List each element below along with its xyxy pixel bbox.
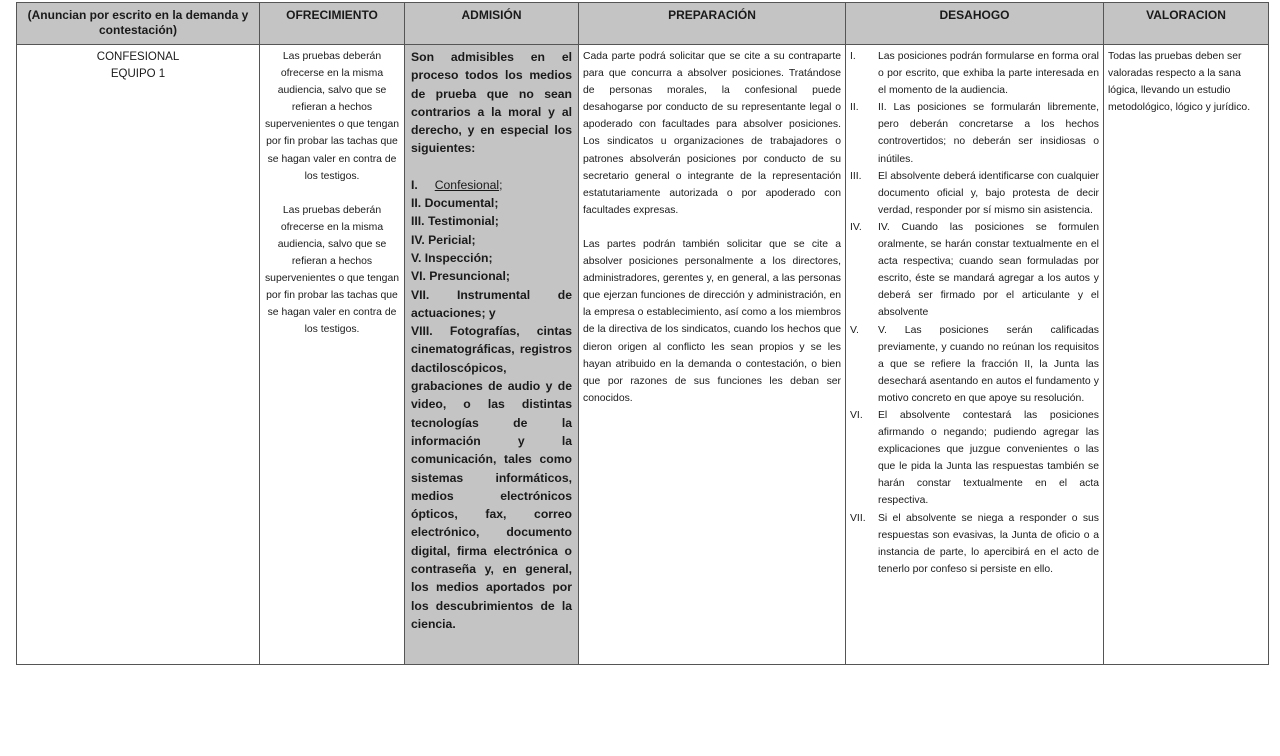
admision-item: VIII. Fotografías, cintas cinematográficas, registros dactiloscópicos, grabaciones de audio y de video, o las distintas tecnologías de la información y la comunicación, tales como sistemas informáticos, medios electrónicos ópticos, fax, correo electrónico, documento digital, firma electrónica o contraseña y, en general, los medios aportados por los descubrimientos de la ciencia.: [411, 324, 572, 631]
desahogo-item: IV. IV. Cuando las posiciones se formulen oralmente, se harán constar textualmente en el acta respectiva; cuando sean formuladas por escrito, éste se mandará agregar a los autos y deberá ser firmado por el articulante y el absolvente: [850, 221, 1099, 319]
ofrecimiento-paragraph: Las pruebas deberán ofrecerse en la misma audiencia, salvo que se refieran a hechos supervenientes o que tengan por fin probar las tachas que se hagan valer en contra de los testigos.: [264, 51, 400, 182]
desahogo-item: II. II. Las posiciones se formularán libremente, pero deberán concretarse a los hechos controvertidos; no deberán ser insidiosas o inútiles.: [850, 102, 1099, 165]
header-desahogo: DESAHOGO: [846, 3, 1104, 45]
admision-cell: [405, 45, 579, 665]
admision-item: I. Confesional;: [411, 177, 503, 192]
prueba-title: CONFESIONAL: [96, 51, 180, 63]
pruebas-table: [16, 2, 1269, 665]
preparacion-paragraph: Cada parte podrá solicitar que se cite a su contraparte para que concurra a absolver posiciones. Tratándose de personas morales, la confesional puede desahogarse por conducto de su representante legal o apoderado con facultades para absolver posiciones. Los sindicatos u organizaciones de trabajadores o patrones absolverán posiciones por conducto de su secretario general o integrante de la representación estatutariamente autorizada o por apoderado con facultades expresas.: [583, 51, 841, 216]
valoracion-cell: [1104, 45, 1269, 665]
prueba-cell: [17, 45, 260, 665]
desahogo-list: [846, 48, 1099, 578]
valoracion-text: Todas las pruebas deben ser valoradas respecto a la sana lógica, llevando un estudio metodológico, lógico y jurídico.: [1108, 51, 1251, 114]
admision-item: VI. Presuncional;: [411, 269, 510, 284]
desahogo-item: VII. Si el absolvente se niega a responder o sus respuestas son evasivas, la Junta de oficio o a instancia de parte, lo apercibirá en el acto de tenerlo por confeso si persiste en ello.: [850, 512, 1099, 575]
preparacion-paragraph: Las partes podrán también solicitar que se cite a absolver posiciones personalmente a los directores, administradores, gerentes y, en general, a las personas que ejerzan funciones de dirección y administración, en la empresa o establecimiento, así como a los miembros de la directiva de los sindicatos, cuando los hechos que dieron origen al conflicto les sean propios y se les hayan atribuido en la demanda o contestación, o bien que por razones de sus funciones les deban ser conocidos.: [583, 238, 841, 404]
preparacion-cell: [579, 45, 846, 665]
desahogo-item: VI. El absolvente contestará las posiciones afirmando o negando; pudiendo agregar las explicaciones que juzgue convenientes o las que le pida la Junta las respuestas también se harán constar textualmente en el acta respectiva.: [850, 409, 1099, 507]
desahogo-item: I. Las posiciones podrán formularse en forma oral o por escrito, que exhiba la parte interesada en el momento de la audiencia.: [850, 51, 1099, 97]
header-row: [17, 3, 1269, 45]
header-preparacion: PREPARACIÓN: [579, 3, 846, 45]
admision-item: VII. Instrumental de actuaciones; y: [411, 287, 572, 320]
table-row: [17, 45, 1269, 665]
desahogo-cell: [846, 45, 1104, 665]
admision-item: IV. Pericial;: [411, 232, 476, 247]
admision-item: III. Testimonial;: [411, 214, 499, 229]
header-ofrecimiento: OFRECIMIENTO: [260, 3, 405, 45]
header-prueba: (Anuncian por escrito en la demanda y contestación): [17, 3, 260, 45]
header-valoracion: VALORACION: [1104, 3, 1269, 45]
desahogo-item: V. V. Las posiciones serán calificadas previamente, y cuando no reúnan los requisitos a que se refiere la fracción II, la Junta las desechará asentando en autos el fundamento y motivo concreto en que apoye su resolución.: [850, 324, 1099, 404]
desahogo-item: III. El absolvente deberá identificarse con cualquier documento oficial y, bajo protesta de decir verdad, responder por sí mismo sin asistencia.: [850, 170, 1099, 216]
ofrecimiento-paragraph: Las pruebas deberán ofrecerse en la misma audiencia, salvo que se refieran a hechos supervenientes o que tengan por fin probar las tachas que se hagan valer en contra de los testigos.: [264, 204, 400, 336]
header-admision: ADMISIÓN: [405, 3, 579, 45]
ofrecimiento-cell: [260, 45, 405, 665]
prueba-team: EQUIPO 1: [110, 68, 166, 80]
admision-intro: Son admisibles en el proceso todos los medios de prueba que no sean contrarios a la moral y al derecho, y en especial los siguientes:: [411, 50, 572, 156]
admision-item: II. Documental;: [411, 196, 499, 211]
admision-item: V. Inspección;: [411, 250, 493, 265]
